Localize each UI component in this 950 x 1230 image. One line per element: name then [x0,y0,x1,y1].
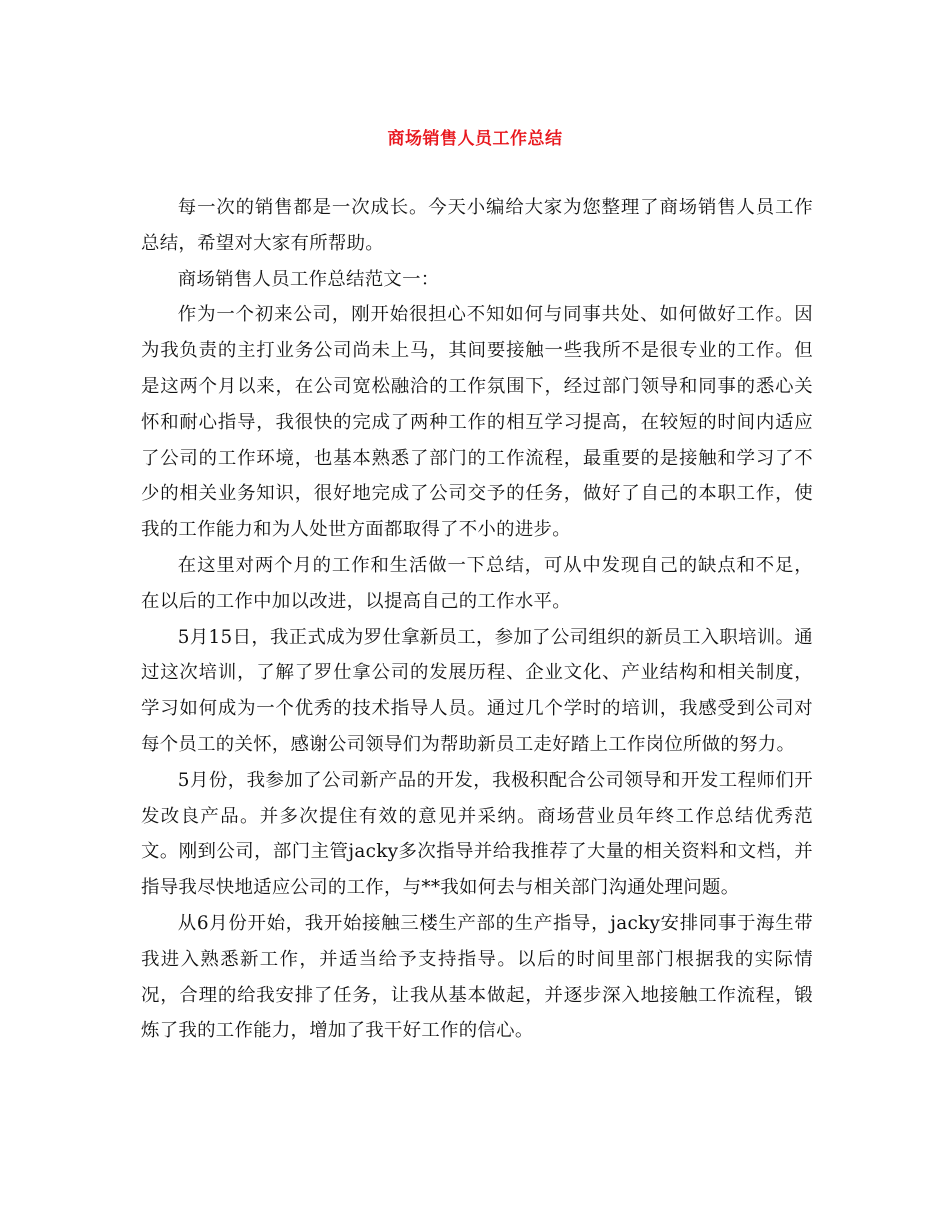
document-body [141,190,813,1049]
paragraph-intro: 每一次的销售都是一次成长。今天小编给大家为您整理了商场销售人员工作总结，希望对大家有所帮助。 [141,197,813,254]
paragraph-newcomer: 作为一个初来公司，刚开始很担心不知如何与同事共处、如何做好工作。因为我负责的主打业务公司尚未上马，其间要接触一些我所不是很专业的工作。但是这两个月以来，在公司宽松融洽的工作氛围下，经过部门领导和同事的悉心关怀和耐心指导，我很快的完成了两种工作的相互学习提高，在较短的时间内适应了公司的工作环境，也基本熟悉了部门的工作流程，最重要的是接触和学习了不少的相关业务知识，很好地完成了公司交予的任务，做好了自己的本职工作，使我的工作能力和为人处世方面都取得了不小的进步。 [141,304,813,541]
paragraph-sample-heading: 商场销售人员工作总结范文一： [177,268,440,290]
paragraph-may-15-training: 5月15日，我正式成为罗仕拿新员工，参加了公司组织的新员工入职培训。通过这次培训，了解了罗仕拿公司的发展历程、企业文化、产业结构和相关制度，学习如何成为一个优秀的技术指导人员。通过几个学时的培训，我感受到公司对每个员工的关怀，感谢公司领导们为帮助新员工走好踏上工作岗位所做的努力。 [141,626,813,755]
paragraph-summary-purpose: 在这里对两个月的工作和生活做一下总结，可从中发现自己的缺点和不足，在以后的工作中加以改进，以提高自己的工作水平。 [141,554,813,612]
paragraph-june-production: 从6月份开始，我开始接触三楼生产部的生产指导，jacky安排同事于海生带我进入熟悉新工作，并适当给予支持指导。以后的时间里部门根据我的实际情况，合理的给我安排了任务，让我从基本做起，并逐步深入地接触工作流程，锻炼了我的工作能力，增加了我干好工作的信心。 [141,912,813,1042]
paragraph-may-development: 5月份，我参加了公司新产品的开发，我极积配合公司领导和开发工程师们开发改良产品。并多次提住有效的意见并采纳。商场营业员年终工作总结优秀范文。刚到公司，部门主管jacky多次指导并给我推荐了大量的相关资料和文档，并指导我尽快地适应公司的工作，与**我如何去与相关部门沟通处理问题。 [141,769,813,899]
document-title: 商场销售人员工作总结 [387,129,563,149]
